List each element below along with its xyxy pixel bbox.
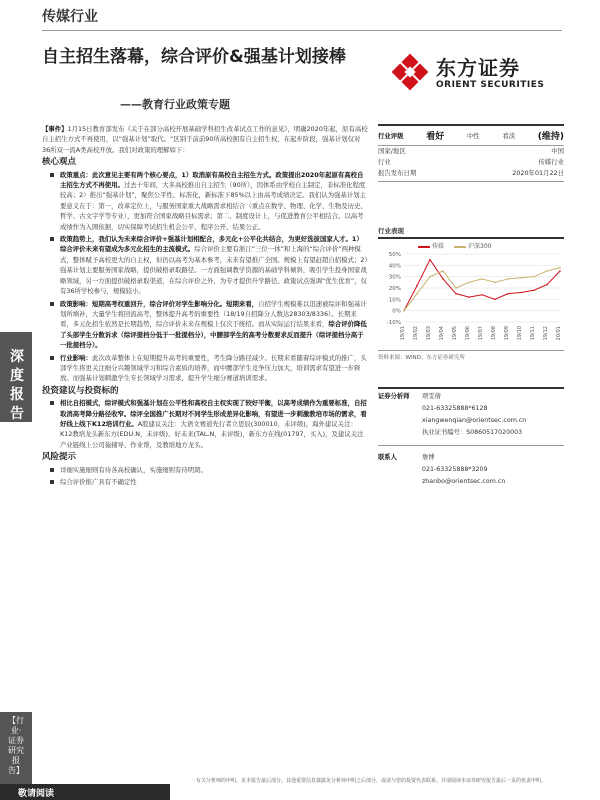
info-row bbox=[378, 157, 564, 168]
x-tick-label: 19/10 bbox=[517, 326, 523, 341]
bullet-body: 综合评价主要有浙江“三位一体”和上海的“综合评价”两种模式，整体赋予高校更大的自主权，但仍以高考为基本参考，未来有望推广全国。规模上有望赶超自招模式；2）强基计划主要服务国家战略，提供破格录取路径。 bbox=[60, 245, 368, 275]
data-point bbox=[416, 285, 418, 287]
analyst-label: 证券分析师 bbox=[378, 393, 410, 400]
rating-label: 行业评级 bbox=[378, 132, 404, 140]
analyst-name: 项雯倩 bbox=[422, 393, 441, 400]
main-content bbox=[42, 124, 368, 489]
data-point bbox=[559, 270, 561, 272]
chart-source: 资料来源：WIND、东方证券研究所 bbox=[378, 355, 465, 361]
contact-phone: 021-63325888*3209 bbox=[422, 466, 488, 473]
x-tick-label: 19/09 bbox=[504, 326, 510, 341]
core-title: 核心观点 bbox=[42, 157, 77, 168]
info-value: 传媒行业 bbox=[538, 158, 564, 166]
risk-item: 综合评价推广具有不确定性 bbox=[42, 477, 368, 487]
data-point bbox=[533, 276, 535, 278]
right-panel bbox=[378, 124, 564, 488]
data-point bbox=[546, 270, 548, 272]
bullet-body: A股建议关注：大语文赛道先行者立思辰(300010，未评级)，海外建议关注：K12教培龙头新东方(EDU.N，未评级)、好未来(TAL.N，未评级)，新东方在线(01797，买入)，及建议关注产业链线上公司猿辅导、作业帮，及教培地方龙头。 bbox=[60, 419, 364, 449]
y-tick-label: 20% bbox=[388, 286, 401, 292]
y-tick-label: 40% bbox=[388, 263, 401, 270]
performance-chart bbox=[378, 250, 564, 346]
bullet-lead: 行业影响： bbox=[60, 353, 92, 362]
logo-chinese: 东方证券 bbox=[436, 56, 520, 80]
data-point bbox=[442, 270, 444, 272]
y-tick-label: 30% bbox=[388, 274, 401, 281]
x-tick-label: 19/03 bbox=[426, 326, 432, 341]
info-value: 2020年01月22日 bbox=[512, 169, 564, 177]
info-row bbox=[378, 168, 564, 179]
event-label: 【事件】 bbox=[42, 125, 68, 133]
x-tick-label: 19/07 bbox=[478, 326, 484, 341]
core-bullet-3 bbox=[42, 299, 368, 351]
data-point bbox=[442, 278, 444, 280]
y-tick-label: 50% bbox=[388, 252, 401, 258]
chart-title: 行业表现 bbox=[378, 227, 404, 235]
x-tick-label: 19/05 bbox=[452, 326, 458, 341]
series-line-0 bbox=[404, 260, 560, 311]
data-point bbox=[455, 293, 457, 295]
data-point bbox=[494, 299, 496, 301]
y-tick-label: 10% bbox=[388, 297, 401, 304]
data-point bbox=[481, 278, 483, 280]
bullet-lead: 政策重点：此次意见主要有两个核心要点，1）取消原有高校自主招生方式。政策提出2020年起原有高校自主招生方式不再使用。 bbox=[60, 170, 364, 190]
rating-row bbox=[378, 124, 564, 146]
rating-hold: 看淡 bbox=[502, 132, 516, 140]
rating-neutral: 中性 bbox=[466, 132, 480, 140]
sidebar-dept: 【行业·证券研究报告】 bbox=[8, 716, 24, 775]
data-point bbox=[416, 293, 418, 295]
rating-value: 看好 bbox=[426, 132, 445, 142]
top-divider bbox=[42, 30, 562, 31]
info-key: 行业 bbox=[378, 158, 391, 166]
risk-item: 详细实施细则有待各高校确认，实施细则有待明朗。 bbox=[42, 465, 368, 475]
data-point bbox=[429, 259, 431, 261]
data-point bbox=[481, 294, 483, 296]
data-point bbox=[403, 310, 405, 312]
contact-label: 联系人 bbox=[378, 454, 397, 461]
x-tick-label: 20/01 bbox=[556, 326, 562, 341]
x-tick-label: 19/02 bbox=[413, 326, 419, 341]
data-point bbox=[468, 282, 470, 284]
report-subtitle: ——教育行业政策专题 bbox=[120, 98, 230, 111]
analyst-license: 执业证书编号：S0860517020003 bbox=[422, 429, 523, 436]
bullet-boxed: 综合评价降低了头部学生分数诉求（综评提档分低于一批提档分），中腰部学生的高考分数要求反而提升（综评提档分高于一批提档分）。 bbox=[60, 320, 367, 350]
footer-disclaimer: 有关分析师的申明，见本报告最后部分。其他重要信息披露见分析师申明之后部分，或请与您的投资代表联系。并请阅读本证券研究报告最后一页的免责申明。 bbox=[196, 778, 547, 784]
x-tick-label: 19/04 bbox=[439, 326, 445, 341]
bullet-body: 自招学生规模难以迅速被综评和强基计划所填补，大量学生将回流高考，整体提升高考的重要性（18/19自招降分人数达28303/8336）。长期来看，多元化招生依然是长期趋势，综合评价未来在规模上仅次于统招。而从实际运行结果来看， bbox=[60, 299, 367, 329]
chart-legend bbox=[418, 241, 564, 250]
divider bbox=[378, 237, 564, 239]
x-tick-label: 19/01 bbox=[400, 326, 406, 341]
info-row bbox=[378, 146, 564, 157]
data-point bbox=[468, 296, 470, 298]
bullet-body: 此次改革整体上在短期提升高考的重要性，考生降分路径减少。长期来看随着综评模式的推广，头部学生将更关注细分兴趣领域学习和综合素质的培养，而中腰部学生竞争压力加大，培训需求有望进一步释放。而强基计划刺激学生专长领域学习需求，提升学生细分赛道培训需求。 bbox=[60, 353, 367, 383]
bullet-lead: 相比自招模式，综评模式和强基计划在公平性和高校自主权实现了较好平衡，以高考成绩作为重要标准，自招取消高考降分路径收窄。综评全国推广长期对不同学生形成差异化影响，有望进一步刺激教培市场的需求，看好线上线下K12培训行业。 bbox=[60, 399, 367, 428]
core-bullet-1 bbox=[42, 170, 368, 232]
divider bbox=[378, 350, 564, 351]
data-point bbox=[494, 282, 496, 284]
x-tick-label: 19/12 bbox=[543, 326, 549, 341]
divider bbox=[378, 181, 564, 182]
data-point bbox=[520, 277, 522, 279]
risk-title: 风险提示 bbox=[42, 452, 77, 463]
footer-tag: 敬请阅读 bbox=[18, 789, 55, 799]
data-point bbox=[455, 287, 457, 289]
invest-title: 投资建议与投资标的 bbox=[42, 385, 119, 396]
data-point bbox=[520, 292, 522, 294]
report-title: 自主招生落幕，综合评价&强基计划接棒 bbox=[42, 47, 346, 67]
divider bbox=[378, 445, 564, 446]
x-tick-label: 19/11 bbox=[530, 326, 536, 341]
data-point bbox=[559, 267, 561, 269]
data-point bbox=[507, 293, 509, 295]
info-key: 报告发布日期 bbox=[378, 169, 417, 177]
analyst-phone: 021-63325888*6128 bbox=[422, 405, 488, 412]
event-paragraph bbox=[42, 124, 368, 155]
info-key: 国家/地区 bbox=[378, 147, 406, 155]
data-point bbox=[429, 276, 431, 278]
bullet-body: 过去十年间，大多高校推出自主招生（90所），因体系由学校自主制定，非标准化程度较高；2）推出“强基计划”，聚焦公平性、标准化，新标准下85%以上由高考成绩决定。 bbox=[60, 181, 366, 200]
logo-english: ORIENT SECURITIES bbox=[436, 80, 545, 90]
contact-name: 詹博 bbox=[422, 454, 435, 461]
bullet-lead: 政策趋势上，我们认为未来综合评价+强基计划相配合，多元化+公平化共结合，为更好选拔国家人才。1）综合评价未来有望成为多元化招生的主流模式。 bbox=[60, 235, 363, 254]
bullet-body2: 我们认为强基计划主要意义在于：第一，改革定位上，与服务国家重大战略需求相结合（重点在数学、物理、化学、生物及历史、哲学、古文字学等专业），更加符合国家战略目标需求；第二，制度设计上，与促进教育公平相结合。以高考成绩作为入围依据，切实保障考试招生机会公平、程序公开、结果公正。 bbox=[60, 191, 367, 231]
legend-item-1: 沪深300 bbox=[454, 241, 491, 250]
data-point bbox=[533, 289, 535, 291]
industry-label: 传媒行业 bbox=[42, 9, 98, 25]
contact-block bbox=[378, 452, 564, 488]
contact-email[interactable]: zhanbo@orientsec.com.cn bbox=[422, 478, 506, 485]
bullet-body2: 一方面强调教学资源的基础学科倾斜，吸引学生投身国家战略领域，另一方面提供破格录取渠道，在综合评价之外，为专才提供升学路径。政策试点强调“优生优育”，仅有36所学校参与，规模较小。 bbox=[60, 266, 367, 296]
y-tick-label: -10% bbox=[386, 320, 401, 326]
orient-logo-icon bbox=[388, 50, 432, 94]
data-point bbox=[507, 278, 509, 280]
invest-bullet bbox=[42, 398, 368, 450]
event-text: 1月15日教育部发布《关于在部分高校开展基础学科招生改革试点工作的意见》，明确2020年起，原有高校自主招生方式不再使用，以“强基计划”取代。“区别于前前90所高校拥有自主招生权，在起步阶段，强基计划仅对36所双一流A类高校开放。我们对政策的理解如下： bbox=[42, 125, 368, 154]
x-tick-label: 19/08 bbox=[491, 326, 497, 341]
bullet-lead: 政策影响：短期高考权重回升，综合评价对学生影响分化。短期来看， bbox=[60, 299, 259, 308]
analyst-block bbox=[378, 391, 564, 439]
core-bullet-2 bbox=[42, 234, 368, 296]
rating-maintain: (维持) bbox=[537, 132, 564, 142]
divider bbox=[378, 387, 564, 389]
sidebar-report-type: 深度报告 bbox=[10, 349, 24, 422]
data-point bbox=[546, 284, 548, 286]
y-tick-label: 0% bbox=[392, 308, 401, 315]
x-tick-label: 19/06 bbox=[465, 326, 471, 341]
core-bullet-4 bbox=[42, 353, 368, 384]
legend-item-0: 传媒 bbox=[418, 241, 444, 250]
analyst-email[interactable]: xiangwenqian@orientsec.com.cn bbox=[422, 417, 527, 424]
info-value: 中国 bbox=[551, 147, 564, 155]
